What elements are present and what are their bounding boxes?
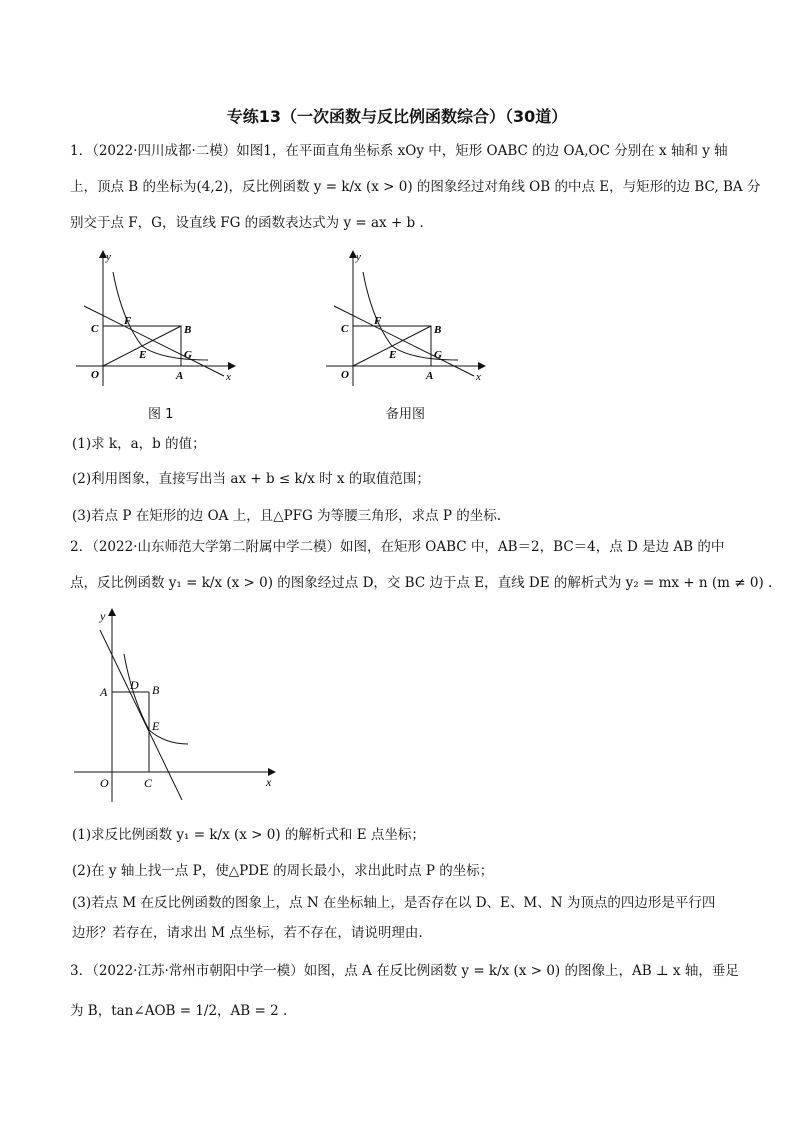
q1-part-1: (1)求 k，a，b 的值；	[72, 436, 206, 452]
svg-text:x: x	[476, 371, 481, 383]
q3-line-2: 为 B，tan∠AOB = 1/2，AB = 2 .	[70, 1003, 288, 1019]
q2-part-1: (1)求反比例函数 y₁ = k/x (x > 0) 的解析式和 E 点坐标；	[72, 827, 425, 843]
svg-text:O: O	[100, 776, 109, 790]
svg-text:C: C	[91, 323, 99, 335]
q1-part-3: (3)若点 P 在矩形的边 OA 上，且△PFG 为等腰三角形，求点 P 的坐标.	[72, 508, 502, 524]
q2-part-3: (3)若点 M 在反比例函数的图象上，点 N 在坐标轴上，是否存在以 D、E、M、N 为顶点的四边形是平行四	[72, 895, 716, 911]
svg-text:E: E	[139, 349, 147, 361]
svg-text:F: F	[374, 315, 382, 327]
svg-text:O: O	[91, 369, 99, 381]
svg-text:O: O	[341, 369, 349, 381]
svg-text:y: y	[356, 251, 361, 263]
q1-figure-spare	[326, 248, 496, 388]
q2-line-2: 点，反比例函数 y₁ = k/x (x > 0) 的图象经过点 D，交 BC 边于点 E，直线 DE 的解析式为 y₂ = mx + n (m ≠ 0) .	[70, 575, 773, 591]
svg-text:B: B	[184, 324, 192, 336]
svg-text:A: A	[176, 370, 184, 382]
q2-figure	[70, 606, 290, 806]
svg-text:A: A	[100, 685, 108, 699]
q1-part-2: (2)利用图象，直接写出当 ax + b ≤ k/x 时 x 的取值范围；	[72, 471, 430, 487]
svg-text:D: D	[130, 678, 139, 692]
svg-text:F: F	[124, 315, 132, 327]
q1-fig2-caption: 备用图	[386, 407, 426, 422]
q3-line-1: 3．（2022·江苏·常州市朝阳中学一模）如图，点 A 在反比例函数 y = k/x (x > 0) 的图像上，AB ⊥ x 轴，垂足	[70, 963, 739, 979]
svg-text:G: G	[184, 349, 192, 361]
x-axis-label: x	[226, 371, 231, 383]
y-axis-label: y	[106, 251, 111, 263]
svg-text:C: C	[341, 323, 349, 335]
q2-line-1: 2．（2022·山东师范大学第二附属中学二模）如图，在矩形 OABC 中，AB＝2，BC＝4，点 D 是边 AB 的中	[70, 539, 725, 555]
svg-text:G: G	[434, 349, 442, 361]
svg-text:C: C	[144, 776, 153, 790]
q1-line-1: 1．（2022·四川成都·二模）如图1，在平面直角坐标系 xOy 中，矩形 OABC 的边 OA,OC 分别在 x 轴和 y 轴	[70, 143, 728, 159]
q2-part-2: (2)在 y 轴上找一点 P，使△PDE 的周长最小，求出此时点 P 的坐标；	[72, 863, 494, 879]
q1-figure-1	[76, 248, 246, 388]
svg-text:y: y	[100, 609, 106, 623]
q2-part-3b: 边形？若存在，请求出 M 点坐标，若不存在，请说明理由.	[72, 925, 423, 941]
q1-line-2: 上，顶点 B 的坐标为(4,2)，反比例函数 y = k/x (x > 0) 的图象经过对角线 OB 的中点 E，与矩形的边 BC, BA 分	[70, 179, 761, 195]
page-title: 专练13（一次函数与反比例函数综合）（30道）	[226, 107, 568, 126]
svg-text:A: A	[426, 370, 434, 382]
svg-text:x: x	[266, 775, 272, 789]
q1-fig1-caption: 图 1	[148, 407, 174, 422]
svg-text:E: E	[152, 719, 160, 733]
q1-line-3: 别交于点 F，G，设直线 FG 的函数表达式为 y = ax + b .	[70, 215, 424, 231]
svg-text:B: B	[152, 683, 160, 697]
svg-text:B: B	[434, 324, 442, 336]
svg-text:E: E	[389, 349, 397, 361]
